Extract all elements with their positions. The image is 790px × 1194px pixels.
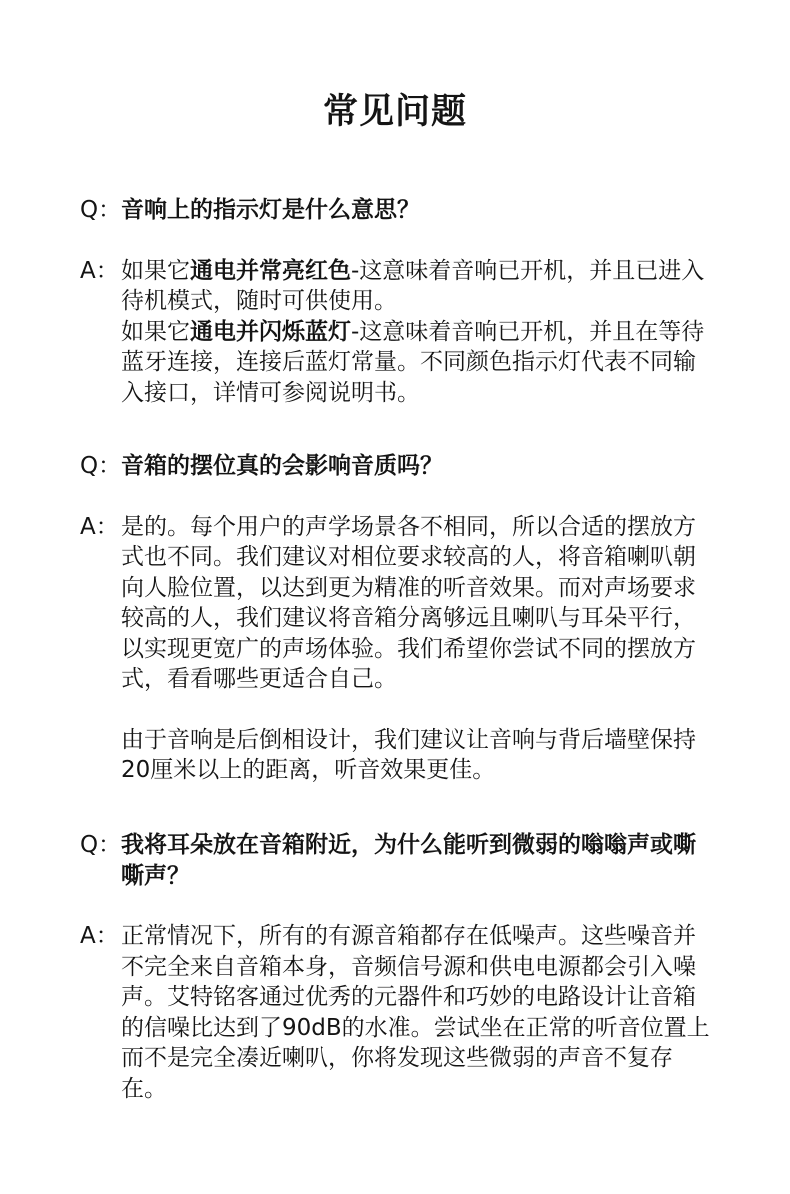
question-label: Q：: [80, 832, 122, 858]
question-text: 我将耳朵放在音箱附近，为什么能听到微弱的嗡嗡声或嘶嘶声？: [121, 832, 696, 889]
answer-highlight: 通电并常亮红色: [190, 257, 351, 284]
faq-item: [0, 830, 790, 1104]
answer-text-segment: -这意味着音响已开机，并且在等待蓝牙连接，连接后蓝灯常量。不同颜色指示灯代表不同输入接口，详情可参阅说明书。: [121, 318, 705, 406]
answer-text-segment: -这意味着音响已开机，并且已进入待机模式，随时可供使用。: [121, 257, 705, 314]
answer-row: [0, 921, 790, 1104]
answer-text: [121, 512, 713, 786]
answer-paragraph: 是的。每个用户的声学场景各不相同，所以合适的摆放方式也不同。我们建议对相位要求较高的人，将音箱喇叭朝向人脸位置，以达到更为精准的听音效果。而对声场要求较高的人，我们建议将音箱分离够远且喇叭与耳朵平行，以实现更宽广的声场体验。我们希望你尝试不同的摆放方式，看看哪些更适合自己。: [121, 513, 696, 692]
question-label: Q：: [80, 197, 122, 223]
answer-label: A：: [80, 923, 119, 949]
faq-item: [0, 451, 790, 786]
answer-label: A：: [80, 513, 119, 540]
question-row: [0, 830, 790, 891]
answer-highlight: 通电并闪烁蓝灯: [190, 318, 351, 345]
answer-paragraph: [121, 256, 713, 317]
question-text: 音响上的指示灯是什么意思？: [121, 197, 420, 223]
answer-text-segment: 如果它: [121, 257, 190, 284]
answer-row: [0, 512, 790, 786]
answer-label: A：: [80, 257, 119, 284]
page-title: 常见问题: [322, 92, 467, 132]
answer-text: [121, 921, 713, 1104]
answer-paragraph: 由于音响是后倒相设计，我们建议让音响与背后墙壁保持20厘米以上的距离，听音效果更佳。: [121, 726, 696, 783]
question-label: Q：: [80, 453, 122, 479]
answer-paragraph: 正常情况下，所有的有源音箱都存在低噪声。这些噪音并不完全来自音箱本身，音频信号源和供电电源都会引入噪声。艾特铭客通过优秀的元器件和巧妙的电路设计让音箱的信噪比达到了90dB的水准。尝试坐在正常的听音位置上而不是完全凑近喇叭，你将发现这些微弱的声音不复存在。: [121, 923, 710, 1102]
answer-text: [121, 256, 713, 409]
question-row: [0, 195, 790, 226]
question-row: [0, 451, 790, 482]
answer-paragraph: [121, 317, 713, 409]
faq-item: [0, 195, 790, 408]
answer-text-segment: 如果它: [121, 318, 190, 345]
question-text: 音箱的摆位真的会影响音质吗？: [121, 453, 443, 479]
answer-row: [0, 256, 790, 409]
